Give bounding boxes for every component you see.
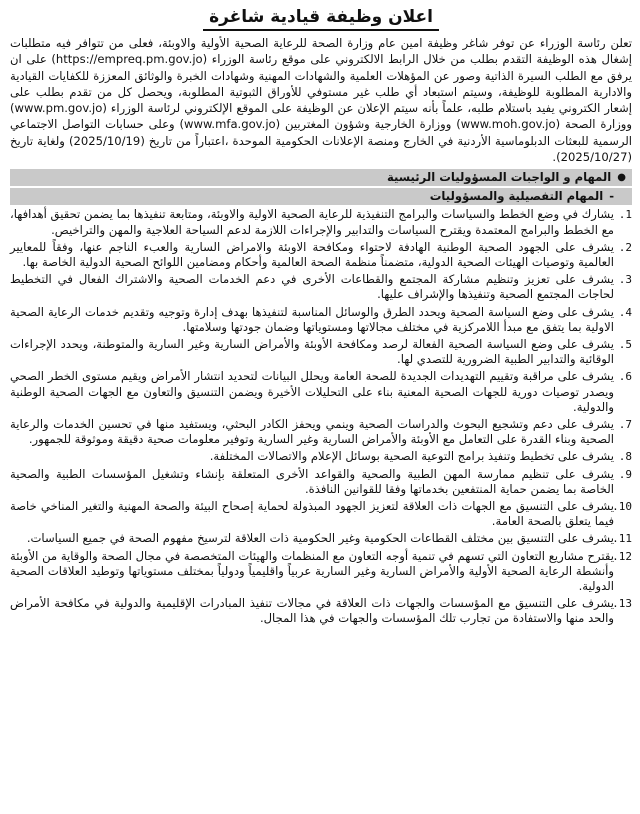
list-item — [10, 369, 632, 415]
item-text: يشرف على التنسيق مع المؤسسات والجهات ذات العلاقة في مجالات تنفيذ المبادرات الإقليمية والدولية في مكافحة الأمراض والحد منها والاستفادة من تجارب تلك المؤسسات والجهات في هذا المجال. — [10, 596, 614, 626]
list-item — [10, 305, 632, 335]
item-number: 6. — [618, 370, 632, 384]
item-text: يشارك في وضع الخطط والسياسات والبرامج التنفيذية للرعاية الصحية الاولية والاوبئة، ومتابعة تنفيذها بما يضمن تحقيق أهدافها، مع الخطط والبرامج المعتمدة ويقترح السياسات والتدابير والإجراءات اللازمة لدعم السياحة العلاجية والمهن والتراخيص. — [10, 207, 614, 237]
list-item — [10, 499, 632, 529]
item-number: 10. — [612, 500, 632, 514]
item-number: 8. — [618, 450, 632, 464]
section-main-header — [10, 169, 632, 186]
list-item — [10, 449, 632, 464]
item-text: يشرف على تعزيز وتنظيم مشاركة المجتمع والقطاعات الأخرى في دعم الخدمات الصحية والاشتراك الفعال في التخطيط لحاجات المجتمع الصحية وتنفيذها والإشراف عليها. — [10, 272, 614, 302]
list-item — [10, 337, 632, 367]
item-text: يشرف على تخطيط وتنفيذ برامج التوعية الصحية بوسائل الإعلام والاتصالات المختلفة. — [209, 449, 614, 464]
list-item — [10, 467, 632, 497]
item-text: يشرف على التنسيق مع الجهات ذات العلاقة لتعزيز الجهود المبذولة لحماية إصحاح البيئة والصحة المهنية والتغير المناخي خاصة فيما يتعلق بالصحة العامة. — [10, 499, 614, 529]
item-text: يشرف على مراقبة وتقييم التهديدات الجديدة للصحة العامة ويحلل البيانات لتحديد انتشار الأمراض ويقيم مستوى الخطر الصحي ويصدر توصيات دورية للجهات الصحية المعنية بناء على التحليلات الأخيرة ويضمن التنسيق والتعاون مع الجهات الصحية الوطنية والدولية. — [10, 369, 614, 414]
item-number: 2. — [618, 240, 632, 254]
item-number: 4. — [618, 305, 632, 319]
item-text: يقترح مشاريع التعاون التي تسهم في تنمية أوجه التعاون مع المنظمات والهيئات المتخصصة في مجال الصحة والوقاية من الأوبئة وأنشطة الرعاية الصحية الأولية والأمراض السارية وغير السارية عربياً واقليمياً ودولياً بمختلف مستوياتها وتوطيد العلاقات الصحية الدولية. — [10, 548, 614, 594]
item-text: يشرف على تنظيم ممارسة المهن الطبية والصحية والقواعد الأخرى المتعلقة بإنشاء وتشغيل المؤسسات الطبية والصحية الخاصة بما يضمن حماية المنتفعين بخدماتها وفقا للقوانين النافذة. — [10, 466, 614, 496]
list-item — [10, 531, 632, 546]
item-text: يشرف على الجهود الصحية الوطنية الهادفة لاحتواء ومكافحة الاوبئة والامراض السارية والعبء الناجم عنها، وفقاً للمعايير العالمية وتوصيات الهيئات الصحية الدولية، متضمناً منظمة الصحة العالمية وأحكام ومضامين اللوائح الصحية الدولية الخاصة بها. — [10, 239, 614, 269]
item-number: 9. — [618, 467, 632, 481]
list-item — [10, 596, 632, 626]
item-number: 12. — [612, 549, 632, 563]
intro-paragraph: تعلن رئاسة الوزراء عن توفر شاغر وظيفة امين عام وزارة الصحة للرعاية الصحية الأولية والاوبئة، فعلى من تتوافر فيه متطلبات إشغال هذه الوظيفة التقدم بطلب من خلال الرابط الالكتروني على موقع رئاسة الوزراء (https://empreq.pm.gov.jo) على ان يرفق مع الطلب السيرة الذاتية وصور عن المؤهلات العلمية والشهادات المهنية وشهادات الخبرة والوثائق المعززة للكفايات القيادية والادارية المطلوبة للوظيفة، وسيتم استبعاد أي طلب غير مستوفي للأوراق الثبوتية المطلوبة، ويحصل كل من تقدم بطلب على إشعار الكتروني يفيد باستلام طلبه، علماً بأنه سيتم الإعلان عن الوظيفة على الموقع الإلكتروني لرئاسة الوزراء (www.pm.gov.jo) ووزارة الصحة (www.moh.gov.jo) ووزارة الخارجية وشؤون المغتربين (www.mfa.gov.jo) وعلى حسابات التواصل الاجتماعي الرسمية للبعثات الدبلوماسية الأردنية في الخارج ومنصة الإعلانات الحكومية الموحدة ،اعتباراً من تاريخ (2025/10/19) ولغاية تاريخ (2025/10/27). — [10, 36, 633, 165]
item-text: يشرف على وضع السياسة الصحية الفعالة لرصد ومكافحة الأوبئة والأمراض السارية وغير السارية والمتوطنة، ويحدد الإجراءات الوقائية والتدابير الطبية الضرورية للتصدي لها. — [10, 337, 614, 367]
item-text: يشرف على دعم وتشجيع البحوث والدراسات الصحية وينمي ويحفز الكادر البحثي، ويستفيد منها في تحسين الخدمات والرعاية الصحية وبناء القدرة على التعامل مع الأوبئة والأمراض السارية وغير السارية وتوفير معلومات صحية دقيقة وموثوقة للجمهور. — [10, 417, 614, 447]
item-number: 13. — [612, 597, 632, 611]
list-item — [10, 272, 632, 302]
section-sub-title: المهام التفصيلية والمسؤوليات — [429, 189, 604, 204]
item-number: 7. — [618, 418, 632, 432]
list-item — [10, 207, 632, 237]
list-item — [10, 549, 632, 595]
list-item — [10, 240, 632, 270]
item-number: 1. — [618, 208, 632, 222]
item-text: يشرف على التنسيق بين مختلف القطاعات الحكومية وغير الحكومية ذات العلاقة لترسيخ مفهوم الصحة في جميع السياسات. — [26, 531, 614, 546]
item-number: 5. — [618, 338, 632, 351]
bullet-icon: ● — [617, 172, 626, 184]
section-main-title: المهام و الواجبات المسؤوليات الرئيسية — [386, 170, 612, 185]
dash-icon: - — [609, 189, 614, 204]
section-sub-header — [10, 188, 632, 205]
item-number: 3. — [618, 273, 632, 287]
title-wrap — [10, 6, 632, 31]
duties-list — [10, 207, 632, 626]
item-text: يشرف على وضع السياسة الصحية ويحدد الطرق والوسائل المناسبة لتنفيذها بهدف إدارة وتوجيه وتقديم خدمات الرعاية الصحية الاولية بما يتفق مع مبدأ اللامركزية في مختلف مجالاتها ومستوياتها وضمان جودتها وسلامتها. — [10, 304, 614, 334]
item-number: 11. — [612, 532, 632, 546]
list-item — [10, 417, 632, 447]
page-title: اعلان وظيفة قيادية شاغرة — [203, 6, 439, 31]
